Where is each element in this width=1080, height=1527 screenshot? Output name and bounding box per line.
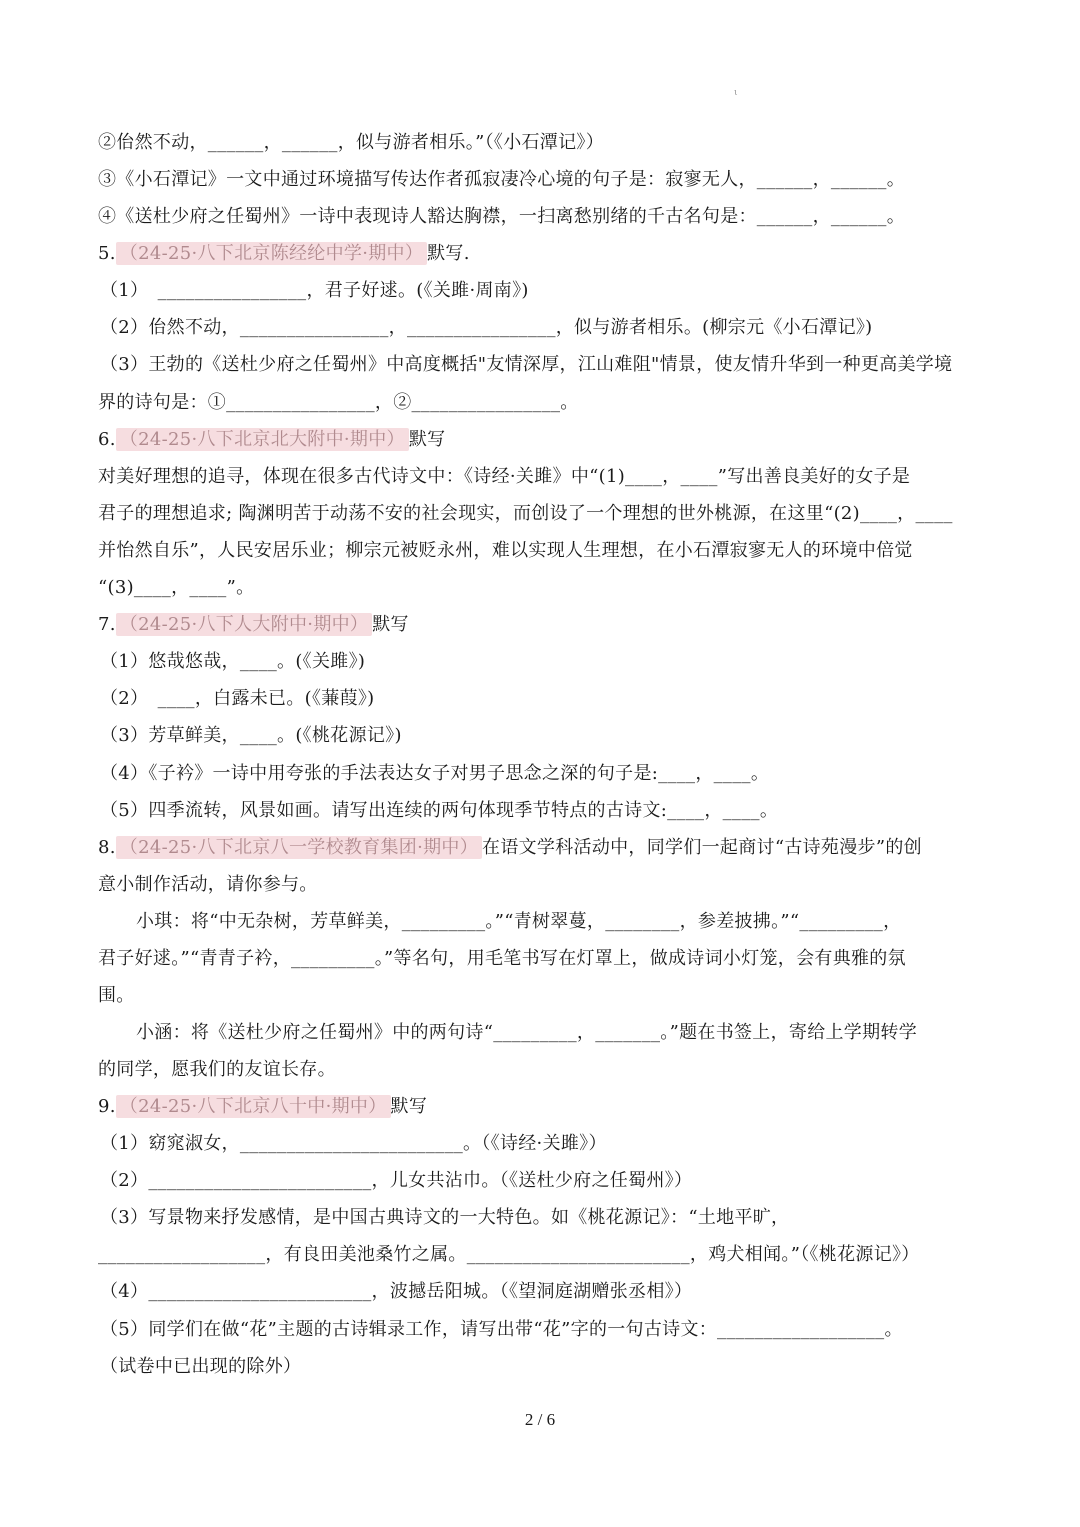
q5-item-3-cont: 界的诗句是：①________________，②________________。 [98,392,579,413]
q6-text-2: 君子的理想追求; 陶渊明苦于动荡不安的社会现实，而创设了一个理想的世外桃源，在这里“(2)____，____ [98,503,953,524]
question-6-header [98,428,445,452]
q9-item-2: （2）________________________，儿女共沾巾。（《送杜少府之任蜀州》） [100,1170,693,1191]
q8-xiaoqi-3: 围。 [98,985,135,1006]
q8-xiaohan-2: 的同学，愿我们的友谊长存。 [98,1059,336,1080]
page-mark: ι [734,88,738,98]
question-source-tag: （24-25·八下北京陈经纶中学·期中） [116,242,427,265]
question-title: 默写 [390,1096,428,1117]
q9-item-3: （3）写景物来抒发感情，是中国古典诗文的一大特色。如《桃花源记》：“土地平旷， [100,1207,790,1228]
q9-item-3-cont: __________________，有良田美池桑竹之属。________________________，鸡犬相闻。”（《桃花源记》） [98,1244,920,1265]
q7-item-5: （5）四季流转，风景如画。请写出连续的两句体现季节特点的古诗文:____，____。 [100,800,779,821]
q6-text-4: “(3)____，____”。 [98,577,255,598]
question-title: 默写 [372,614,409,635]
q6-text-3: 并怡然自乐”，人民安居乐业；柳宗元被贬永州，难以实现人生理想，在小石潭寂寥无人的环境中倍觉 [98,540,913,561]
q9-item-1: （1）窈窕淑女，________________________。（《诗经·关雎》） [100,1133,607,1154]
carryover-line-4: ④《送杜少府之任蜀州》一诗中表现诗人豁达胸襟，一扫离愁别绪的千古名句是：______，______。 [98,206,905,227]
q7-item-1: （1）悠哉悠哉，____。(《关雎》) [100,651,366,672]
question-source-tag: （24-25·八下北京八十中·期中） [116,1095,391,1118]
q6-text-1: 对美好理想的追寻，体现在很多古代诗文中：《诗经·关雎》中“(1)____，____”写出善良美好的女子是 [98,466,911,487]
question-9-header [98,1095,427,1119]
question-number: 6. [98,429,116,450]
question-number: 8. [98,837,116,858]
question-source-tag: （24-25·八下北京北大附中·期中） [116,428,409,451]
q9-item-5-note: （试卷中已出现的除外） [100,1356,302,1377]
question-title: 默写. [427,243,470,264]
question-7-header [98,613,409,637]
question-5-header [98,242,470,266]
question-source-tag: （24-25·八下人大附中·期中） [116,613,372,636]
question-number: 9. [98,1096,116,1117]
question-source-tag: （24-25·八下北京八一学校教育集团·期中） [116,836,482,859]
q9-item-4: （4）________________________，波撼岳阳城。（《望洞庭湖赠张丞相》） [100,1281,693,1302]
carryover-line-2: ②佁然不动，______，______，似与游者相乐。”（《小石潭记》） [98,132,604,153]
carryover-line-3: ③《小石潭记》一文中通过环境描写传达作者孤寂凄冷心境的句子是：寂寥无人，______，______。 [98,169,905,190]
q7-item-2: （2） ____，白露未已。(《蒹葭》) [100,688,375,709]
question-title: 默写 [408,429,446,450]
q8-xiaoqi-2: 君子好逑。”“青青子衿，_________。”等名句，用毛笔书写在灯罩上，做成诗词小灯笼，会有典雅的氛 [98,948,906,969]
question-title: 在语文学科活动中，同学们一起商讨“古诗苑漫步”的创 [482,837,922,858]
q8-xiaohan-1: 小涵：将《送杜少府之任蜀州》中的两句诗“_________，_______。”题在书签上，寄给上学期转学 [136,1022,917,1043]
page-number: 2 / 6 [524,1410,556,1429]
q7-item-3: （3）芳草鲜美，____。(《桃花源记》) [100,725,402,746]
question-number: 7. [98,614,116,635]
question-8-header [98,836,922,860]
q7-item-4: （4）《子衿》一诗中用夸张的手法表达女子对男子思念之深的句子是:____，____。 [100,763,770,784]
q5-item-3: （3）王勃的《送杜少府之任蜀州》中高度概括"友情深厚，江山难阻"情景，使友情升华到一种更高美学境 [100,354,953,375]
q5-item-1: （1） ________________，君子好逑。(《关雎·周南》) [100,280,529,301]
question-number: 5. [98,243,116,264]
q8-xiaoqi-1: 小琪：将“中无杂树，芳草鲜美，_________。”“青树翠蔓，________，参差披拂。”“_________， [136,911,902,932]
q8-text-1: 意小制作活动，请你参与。 [98,874,318,895]
q5-item-2: （2）佁然不动，________________，________________，似与游者相乐。(柳宗元《小石潭记》) [100,317,873,338]
q9-item-5: （5）同学们在做“花”主题的古诗辑录工作，请写出带“花”字的一句古诗文：__________________。 [100,1319,903,1340]
